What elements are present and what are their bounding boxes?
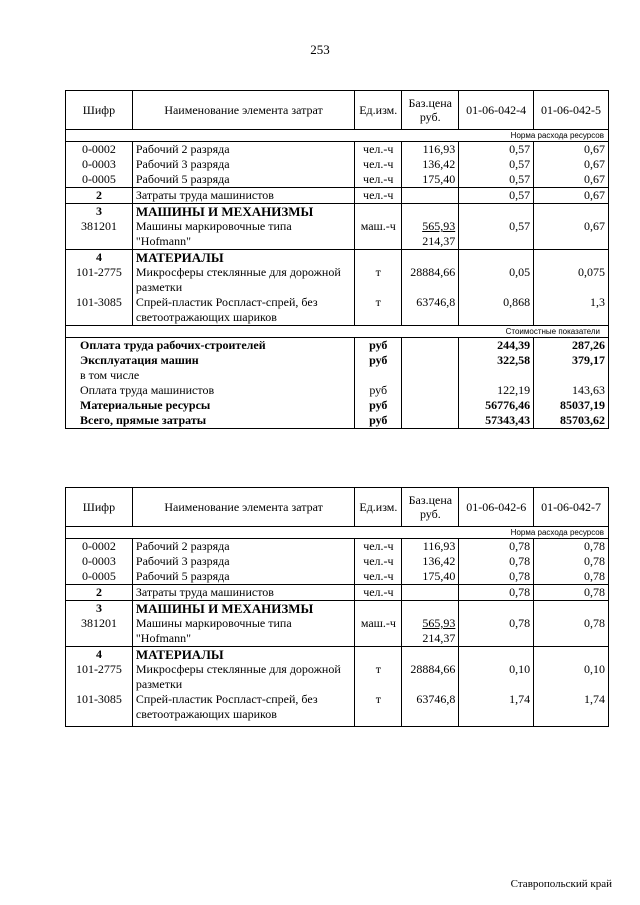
cell-unit: чел.-ч bbox=[355, 569, 402, 585]
table-row bbox=[66, 265, 609, 295]
cost-row bbox=[66, 338, 609, 354]
section-row bbox=[66, 601, 609, 617]
cell-unit: чел.-ч bbox=[355, 172, 402, 188]
cell-value-1: 1,74 bbox=[459, 692, 534, 727]
cell-name: Микросферы стеклянные для дорожной разметки bbox=[132, 662, 355, 692]
norm-header-row bbox=[66, 527, 609, 539]
cost-header-row bbox=[66, 326, 609, 338]
cell-unit: чел.-ч bbox=[355, 554, 402, 569]
cell-name: Затраты труда машинистов bbox=[132, 585, 355, 601]
norm-header: Норма расхода ресурсов bbox=[66, 130, 609, 142]
cell-unit: чел.-ч bbox=[355, 539, 402, 555]
cell-code: 101-2775 bbox=[66, 662, 133, 692]
cost-value-2: 379,17 bbox=[534, 353, 609, 368]
cell-code: 101-2775 bbox=[66, 265, 133, 295]
cell-name: Спрей-пластик Роспласт-спрей, без светоотражающих шариков bbox=[132, 295, 354, 326]
cost-name: Всего, прямые затраты bbox=[66, 413, 355, 429]
norm-header: Норма расхода ресурсов bbox=[66, 527, 609, 539]
section-title: МАТЕРИАЛЫ bbox=[132, 647, 355, 663]
header-unit: Ед.изм. bbox=[355, 488, 402, 527]
cell-value-1: 0,78 bbox=[459, 554, 534, 569]
cell-name: Рабочий 3 разряда bbox=[132, 157, 354, 172]
cell-name: Микросферы стеклянные для дорожной разметки bbox=[132, 265, 354, 295]
table-row bbox=[66, 219, 609, 250]
cell-value-2: 0,67 bbox=[534, 142, 609, 158]
cell-unit: маш.-ч bbox=[355, 219, 402, 250]
cost-table-1 bbox=[65, 90, 609, 429]
cost-row bbox=[66, 383, 609, 398]
cost-value-1: 322,58 bbox=[459, 353, 534, 368]
cell-value-1: 0,05 bbox=[459, 265, 534, 295]
cost-value-1: 56776,46 bbox=[459, 398, 534, 413]
cell-value-1: 0,10 bbox=[459, 662, 534, 692]
section-row bbox=[66, 250, 609, 266]
cell-value-2: 0,78 bbox=[534, 539, 609, 555]
cell-value-2: 0,78 bbox=[534, 585, 609, 601]
section-code: 3 bbox=[66, 601, 133, 617]
cell-name: Рабочий 2 разряда bbox=[132, 539, 355, 555]
cell-price: 565,93 214,37 bbox=[402, 219, 459, 250]
cost-unit: руб bbox=[355, 383, 402, 398]
cell-price: 116,93 bbox=[402, 539, 459, 555]
cell-value-1: 0,868 bbox=[459, 295, 534, 326]
cost-unit: руб bbox=[355, 413, 402, 429]
cost-row bbox=[66, 368, 609, 383]
cost-value-2: 85037,19 bbox=[534, 398, 609, 413]
cell-value-2: 0,10 bbox=[534, 662, 609, 692]
header-col2: 01-06-042-5 bbox=[534, 91, 609, 130]
cost-row bbox=[66, 398, 609, 413]
cell-value-2: 0,78 bbox=[534, 616, 609, 647]
cell-code: 0-0003 bbox=[66, 554, 133, 569]
cell-name: Машины маркировочные типа "Hofmann" bbox=[132, 219, 354, 250]
cell-unit: т bbox=[355, 265, 402, 295]
table-header-row bbox=[66, 488, 609, 527]
header-col2: 01-06-042-7 bbox=[534, 488, 609, 527]
cell-unit: т bbox=[355, 662, 402, 692]
cell-unit: чел.-ч bbox=[355, 188, 402, 204]
cell-value-2: 0,67 bbox=[534, 157, 609, 172]
cost-row bbox=[66, 413, 609, 429]
table-header-row bbox=[66, 91, 609, 130]
cost-value-2: 287,26 bbox=[534, 338, 609, 354]
cell-code: 381201 bbox=[66, 219, 133, 250]
cell-value-1: 0,78 bbox=[459, 585, 534, 601]
header-name: Наименование элемента затрат bbox=[132, 91, 354, 130]
header-price: Баз.цена руб. bbox=[402, 488, 459, 527]
cell-value-1: 0,57 bbox=[459, 157, 534, 172]
section-row bbox=[66, 204, 609, 220]
cell-price: 565,93 214,37 bbox=[402, 616, 459, 647]
cell-price: 136,42 bbox=[402, 157, 459, 172]
table-row bbox=[66, 142, 609, 158]
cell-price: 175,40 bbox=[402, 172, 459, 188]
cell-value-1: 0,57 bbox=[459, 142, 534, 158]
table-row bbox=[66, 569, 609, 585]
cell-value-1: 0,57 bbox=[459, 219, 534, 250]
cost-name: Материальные ресурсы bbox=[66, 398, 355, 413]
table-row bbox=[66, 554, 609, 569]
cost-header: Стоимостные показатели bbox=[66, 326, 609, 338]
cell-value-1: 0,78 bbox=[459, 539, 534, 555]
cost-name: в том числе bbox=[66, 368, 355, 383]
cost-name: Оплата труда машинистов bbox=[66, 383, 355, 398]
cell-unit: чел.-ч bbox=[355, 585, 402, 601]
cell-code: 0-0005 bbox=[66, 569, 133, 585]
footer-region: Ставропольский край bbox=[510, 878, 612, 890]
cell-price: 175,40 bbox=[402, 569, 459, 585]
table-row bbox=[66, 616, 609, 647]
header-unit: Ед.изм. bbox=[355, 91, 402, 130]
cost-name: Оплата труда рабочих-строителей bbox=[66, 338, 355, 354]
cell-price bbox=[402, 188, 459, 204]
table-row bbox=[66, 157, 609, 172]
cell-value-2: 1,74 bbox=[534, 692, 609, 727]
table-row bbox=[66, 295, 609, 326]
cell-value-2: 0,67 bbox=[534, 172, 609, 188]
cell-name: Рабочий 2 разряда bbox=[132, 142, 354, 158]
cell-value-1: 0,78 bbox=[459, 616, 534, 647]
cell-code: 101-3085 bbox=[66, 295, 133, 326]
section-code: 4 bbox=[66, 250, 133, 266]
cost-value-1: 57343,43 bbox=[459, 413, 534, 429]
cost-value-1: 122,19 bbox=[459, 383, 534, 398]
cell-price bbox=[402, 585, 459, 601]
cell-code: 0-0003 bbox=[66, 157, 133, 172]
header-col1: 01-06-042-6 bbox=[459, 488, 534, 527]
cell-code: 0-0005 bbox=[66, 172, 133, 188]
cost-name: Эксплуатация машин bbox=[66, 353, 355, 368]
cell-code: 381201 bbox=[66, 616, 133, 647]
cell-unit: т bbox=[355, 692, 402, 727]
cell-code: 0-0002 bbox=[66, 539, 133, 555]
cell-code: 2 bbox=[66, 585, 133, 601]
cost-value-2: 143,63 bbox=[534, 383, 609, 398]
table-row bbox=[66, 188, 609, 204]
cell-code: 101-3085 bbox=[66, 692, 133, 727]
table-row bbox=[66, 539, 609, 555]
section-row bbox=[66, 647, 609, 663]
section-code: 3 bbox=[66, 204, 133, 220]
cell-price: 136,42 bbox=[402, 554, 459, 569]
cell-name: Затраты труда машинистов bbox=[132, 188, 354, 204]
cell-code: 0-0002 bbox=[66, 142, 133, 158]
header-price: Баз.цена руб. bbox=[402, 91, 459, 130]
cell-value-1: 0,57 bbox=[459, 172, 534, 188]
cell-value-1: 0,57 bbox=[459, 188, 534, 204]
cell-value-2: 0,67 bbox=[534, 219, 609, 250]
cell-price: 116,93 bbox=[402, 142, 459, 158]
cell-code: 2 bbox=[66, 188, 133, 204]
cell-name: Рабочий 3 разряда bbox=[132, 554, 355, 569]
cost-unit: руб bbox=[355, 353, 402, 368]
section-title: МАШИНЫ И МЕХАНИЗМЫ bbox=[132, 601, 355, 617]
cell-price: 28884,66 bbox=[402, 662, 459, 692]
cost-row bbox=[66, 353, 609, 368]
table-row bbox=[66, 662, 609, 692]
table-row bbox=[66, 692, 609, 727]
header-code: Шифр bbox=[66, 488, 133, 527]
header-col1: 01-06-042-4 bbox=[459, 91, 534, 130]
cost-unit: руб bbox=[355, 338, 402, 354]
cell-name: Рабочий 5 разряда bbox=[132, 569, 355, 585]
cell-unit: чел.-ч bbox=[355, 157, 402, 172]
table-row bbox=[66, 585, 609, 601]
cell-value-2: 1,3 bbox=[534, 295, 609, 326]
cell-name: Спрей-пластик Роспласт-спрей, без светоотражающих шариков bbox=[132, 692, 355, 727]
cell-price: 63746,8 bbox=[402, 295, 459, 326]
cell-price: 28884,66 bbox=[402, 265, 459, 295]
cost-value-2: 85703,62 bbox=[534, 413, 609, 429]
cell-value-2: 0,78 bbox=[534, 569, 609, 585]
cell-value-1: 0,78 bbox=[459, 569, 534, 585]
cell-unit: маш.-ч bbox=[355, 616, 402, 647]
section-title: МАТЕРИАЛЫ bbox=[132, 250, 354, 266]
cost-table-2 bbox=[65, 487, 609, 727]
cost-unit: руб bbox=[355, 398, 402, 413]
cell-value-2: 0,78 bbox=[534, 554, 609, 569]
cell-name: Машины маркировочные типа "Hofmann" bbox=[132, 616, 355, 647]
header-code: Шифр bbox=[66, 91, 133, 130]
cell-unit: т bbox=[355, 295, 402, 326]
cost-value-1: 244,39 bbox=[459, 338, 534, 354]
table-row bbox=[66, 172, 609, 188]
section-title: МАШИНЫ И МЕХАНИЗМЫ bbox=[132, 204, 354, 220]
norm-header-row bbox=[66, 130, 609, 142]
cell-value-2: 0,67 bbox=[534, 188, 609, 204]
cell-name: Рабочий 5 разряда bbox=[132, 172, 354, 188]
page-number: 253 bbox=[310, 42, 330, 57]
cell-price: 63746,8 bbox=[402, 692, 459, 727]
cell-value-2: 0,075 bbox=[534, 265, 609, 295]
section-code: 4 bbox=[66, 647, 133, 663]
cell-unit: чел.-ч bbox=[355, 142, 402, 158]
header-name: Наименование элемента затрат bbox=[132, 488, 355, 527]
